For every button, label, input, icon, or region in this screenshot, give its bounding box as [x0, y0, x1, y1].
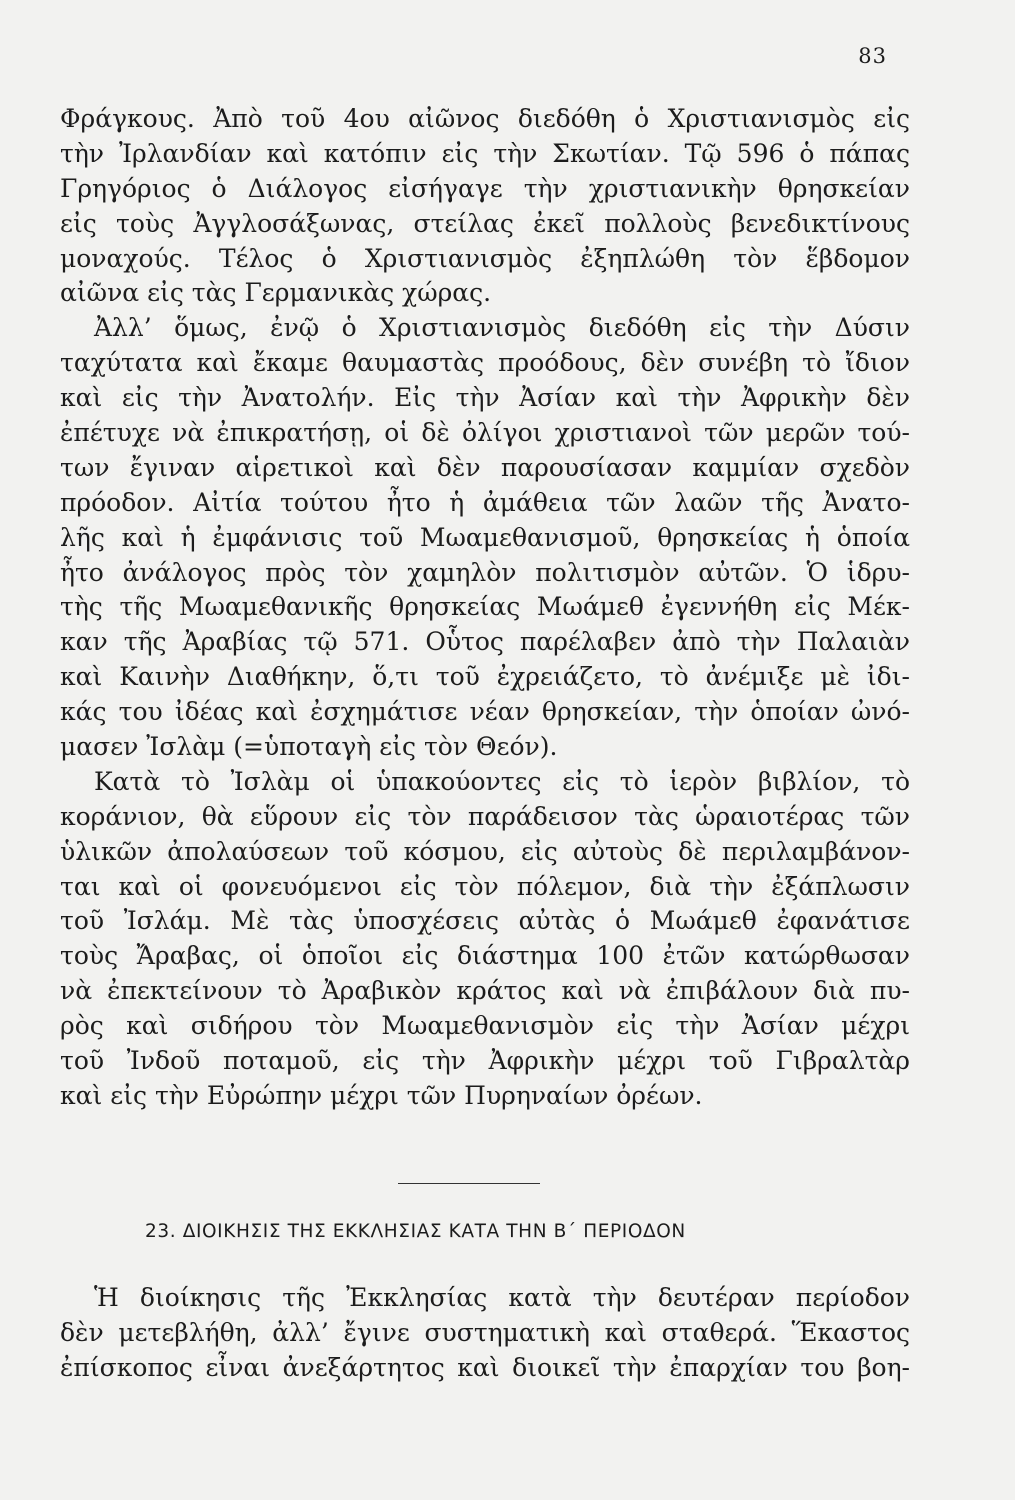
text-line: δὲν μετεβλήθη, ἀλλ’ ἔγινε συστηματικὴ καὶ σταθερά. Ἕκαστος	[60, 1317, 910, 1347]
text-line: καὶ εἰς τὴν Εὐρώπην μέχρι τῶν Πυρηναίων ὀρέων.	[60, 1080, 703, 1110]
text-line: των ἔγιναν αἱρετικοὶ καὶ δὲν παρουσίασαν καμμίαν σχεδὸν	[60, 452, 910, 482]
text-line: λῆς καὶ ἡ ἐμφάνισις τοῦ Μωαμεθανισμοῦ, θρησκείας ἡ ὁποία	[60, 522, 910, 552]
text-line: αἰῶνα εἰς τὰς Γερμανικὰς χώρας.	[60, 278, 492, 308]
text-line: ται καὶ οἱ φονευόμενοι εἰς τὸν πόλεμον, διὰ τὴν ἐξάπλωσιν	[60, 871, 910, 901]
text-line: τοὺς Ἄραβας, οἱ ὁποῖοι εἰς διάστημα 100 ἐτῶν κατώρθωσαν	[60, 941, 910, 971]
text-line: ἦτο ἀνάλογος πρὸς τὸν χαμηλὸν πολιτισμὸν αὐτῶν. Ὁ ἱδρυ-	[60, 557, 910, 587]
text-line: νὰ ἐπεκτείνουν τὸ Ἀραβικὸν κράτος καὶ νὰ ἐπιβάλουν διὰ πυ-	[60, 976, 910, 1006]
text-line: Φράγκους. Ἀπὸ τοῦ 4ου αἰῶνος διεδόθη ὁ Χριστιανισμὸς εἰς	[60, 104, 910, 133]
section-heading: 23. ΔΙΟΙΚΗΣΙΣ ΤΗΣ ΕΚΚΛΗΣΙΑΣ ΚΑΤΑ ΤΗΝ Β΄ ΠΕΡΙΟΔΟΝ	[145, 1221, 686, 1242]
main-text	[60, 102, 910, 1114]
text-line: κάς του ἰδέας καὶ ἐσχημάτισε νέαν θρησκείαν, τὴν ὁποίαν ὠνό-	[60, 697, 910, 727]
text-line: κοράνιον, θὰ εὕρουν εἰς τὸν παράδεισον τὰς ὡραιοτέρας τῶν	[60, 801, 910, 831]
section-text	[60, 1281, 910, 1386]
text-line: Ἡ διοίκησις τῆς Ἐκκλησίας κατὰ τὴν δευτέραν περίοδον	[94, 1283, 910, 1312]
section-divider	[398, 1183, 540, 1184]
text-line: τοῦ Ἰνδοῦ ποταμοῦ, εἰς τὴν Ἀφρικὴν μέχρι τοῦ Γιβραλτὰρ	[60, 1046, 910, 1076]
text-line: μοναχούς. Τέλος ὁ Χριστιανισμὸς ἐξηπλώθη τὸν ἕβδομον	[60, 243, 910, 273]
text-line: Κατὰ τὸ Ἰσλὰμ οἱ ὑπακούοντες εἰς τὸ ἱερὸν βιβλίον, τὸ	[94, 766, 910, 796]
text-line: καὶ Καινὴν Διαθήκην, ὅ,τι τοῦ ἐχρειάζετο, τὸ ἀνέμιξε μὲ ἰδι-	[60, 662, 910, 692]
text-line: ὑλικῶν ἀπολαύσεων τοῦ κόσμου, εἰς αὐτοὺς δὲ περιλαμβάνον-	[60, 836, 910, 866]
text-line: καν τῆς Ἀραβίας τῷ 571. Οὗτος παρέλαβεν ἀπὸ τὴν Παλαιὰν	[60, 627, 910, 657]
text-line: ἐπέτυχε νὰ ἐπικρατήσῃ, οἱ δὲ ὀλίγοι χριστιανοὶ τῶν μερῶν τού-	[60, 418, 910, 448]
text-line: ταχύτατα καὶ ἔκαμε θαυμαστὰς προόδους, δὲν συνέβη τὸ ἴδιον	[60, 348, 910, 378]
text-line: ἐπίσκοπος εἶναι ἀνεξάρτητος καὶ διοικεῖ τὴν ἐπαρχίαν του βοη-	[60, 1352, 910, 1382]
page-number: 83	[858, 44, 887, 68]
text-line: τὴν Ἰρλανδίαν καὶ κατόπιν εἰς τὴν Σκωτίαν. Τῷ 596 ὁ πάπας	[60, 138, 910, 168]
text-line: τὴς τῆς Μωαμεθανικῆς θρησκείας Μωάμεθ ἐγεννήθη εἰς Μέκ-	[60, 592, 910, 622]
text-line: Ἀλλ’ ὅμως, ἐνῷ ὁ Χριστιανισμὸς διεδόθη εἰς τὴν Δύσιν	[94, 313, 910, 343]
text-line: εἰς τοὺς Ἀγγλοσάξωνας, στείλας ἐκεῖ πολλοὺς βενεδικτίνους	[60, 208, 910, 238]
text-line: πρόοδον. Αἰτία τούτου ἦτο ἡ ἀμάθεια τῶν λαῶν τῆς Ἀνατο-	[60, 487, 910, 517]
text-line: τοῦ Ἰσλάμ. Μὲ τὰς ὑποσχέσεις αὐτὰς ὁ Μωάμεθ ἐφανάτισε	[60, 906, 910, 936]
text-line: μασεν Ἰσλὰμ (=ὑποταγὴ εἰς τὸν Θεόν).	[60, 732, 558, 762]
text-line: καὶ εἰς τὴν Ἀνατολήν. Εἰς τὴν Ἀσίαν καὶ τὴν Ἀφρικὴν δὲν	[60, 383, 910, 413]
text-line: Γρηγόριος ὁ Διάλογος εἰσήγαγε τὴν χριστιανικὴν θρησκείαν	[60, 173, 910, 203]
text-line: ρὸς καὶ σιδήρου τὸν Μωαμεθανισμὸν εἰς τὴν Ἀσίαν μέχρι	[60, 1011, 910, 1041]
